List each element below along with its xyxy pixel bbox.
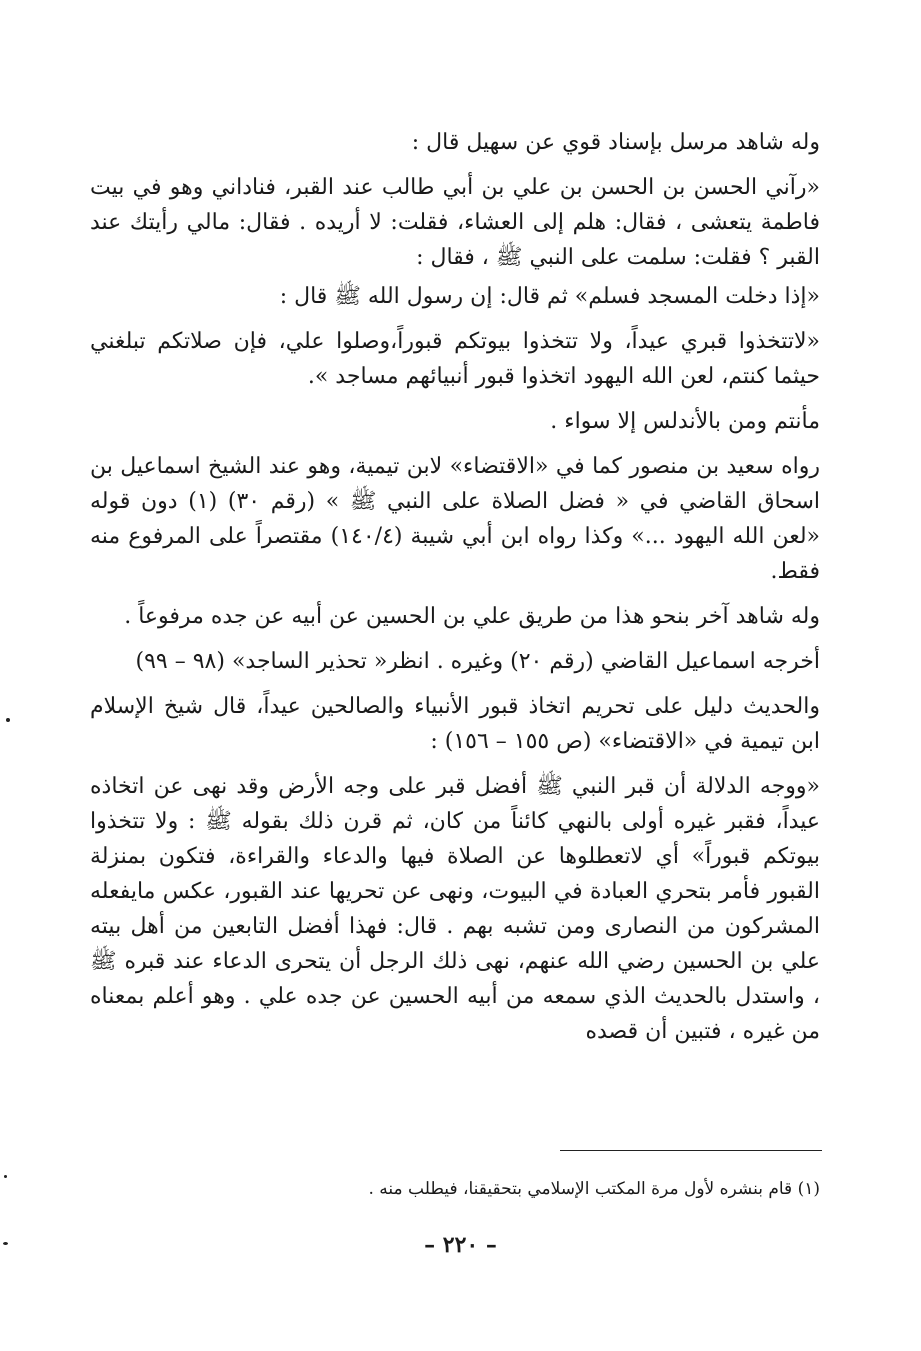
paragraph-10: «ووجه الدلالة أن قبر النبي ﷺ أفضل قبر على وجه الأرض وقد نهى عن اتخاذه عيداً، فقبر غيره أولى بالنهي كائناً من كان، ثم قرن ذلك بقوله ﷺ : ولا تتخذوا بيوتكم قبوراً» أي لاتعطلوها عن الصلاة فيها والدعاء والقراءة، فتكون بمنزلة القبور فأمر بتحري العبادة في البيوت، ونهى عن تحريها عند القبور، عكس مايفعله المشركون من النصارى ومن تشبه بهم . قال: فهذا أفضل التابعين من أهل بيته علي بن الحسين رضي الله عنهم، نهى ذلك الرجل أن يتحرى الدعاء عند قبره ﷺ ، واستدل بالحديث الذي سمعه من أبيه الحسين عن جده علي . وهو أعلم بمعناه من غيره ، فتبين أن قصده	[90, 774, 820, 1044]
paragraph-4: «لاتتخذوا قبري عيداً، ولا تتخذوا بيوتكم قبوراً،وصلوا علي، فإن صلاتكم تبلغني حيثما كنتم، لعن الله اليهود اتخذوا قبور أنبيائهم مساجد ».	[90, 329, 820, 389]
footnote-divider	[560, 1150, 822, 1151]
paragraph-9: والحديث دليل على تحريم اتخاذ قبور الأنبياء والصالحين عيداً، قال شيخ الإسلام ابن تيمية في «الاقتضاء» (ص ١٥٥ – ١٥٦) :	[90, 694, 820, 754]
paragraph-7: وله شاهد آخر بنحو هذا من طريق علي بن الحسين عن أبيه عن جده مرفوعاً .	[124, 604, 820, 629]
paragraph-3: «إذا دخلت المسجد فسلم» ثم قال: إن رسول الله ﷺ قال :	[279, 284, 820, 309]
paragraph-2: «رآني الحسن بن الحسن بن علي بن أبي طالب عند القبر، فناداني وهو في بيت فاطمة يتعشى ، فقال: هلم إلى العشاء، فقلت: لا أريده . فقال: مالي رأيتك عند القبر ؟ فقلت: سلمت على النبي ﷺ ، فقال :	[90, 175, 820, 270]
scan-speck	[4, 1175, 7, 1178]
paragraph-5: مأنتم ومن بالأندلس إلا سواء .	[550, 409, 820, 434]
paragraph-6: رواه سعيد بن منصور كما في «الاقتضاء» لابن تيمية، وهو عند الشيخ اسماعيل بن اسحاق القاضي في « فضل الصلاة على النبي ﷺ » (رقم ٣٠) (١) دون قوله «لعن الله اليهود ...» وكذا رواه ابن أبي شيبة (١٤٠/٤) مقتصراً على المرفوع منه فقط.	[90, 454, 820, 584]
paragraph-8: أخرجه اسماعيل القاضي (رقم ٢٠) وغيره . انظر« تحذير الساجد» (٩٨ – ٩٩)	[135, 649, 820, 674]
page-number: – ٢٢٠ –	[424, 1232, 497, 1258]
footnote: (١) قام بنشره لأول مرة المكتب الإسلامي بتحقيقنا، فيطلب منه .	[368, 1179, 820, 1199]
page-body	[90, 125, 820, 1059]
scan-speck	[6, 718, 10, 722]
paragraph-1: وله شاهد مرسل بإسناد قوي عن سهيل قال :	[411, 130, 820, 155]
scan-speck	[3, 1242, 8, 1245]
